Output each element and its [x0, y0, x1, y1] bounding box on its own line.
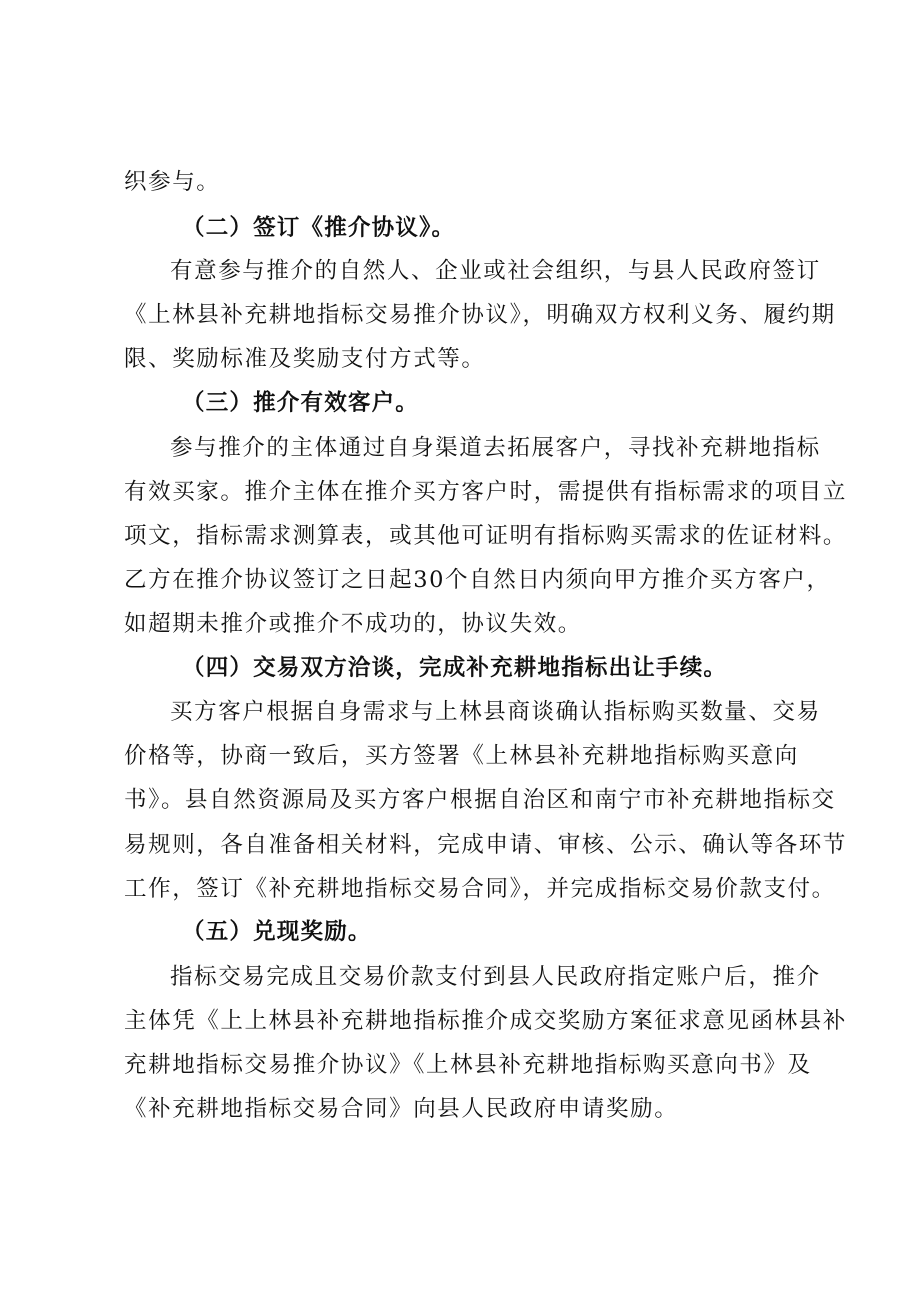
paragraph-line-9: 项文，指标需求测算表，或其他可证明有指标购买需求的佐证材料。	[124, 523, 848, 549]
paragraph-line-19: 指标交易完成且交易价款支付到县人民政府指定账户后，推介	[170, 964, 821, 990]
paragraph-line-1: 织参与。	[124, 169, 221, 195]
paragraph-line-15: 书》。县自然资源局及买方客户根据自治区和南宁市补充耕地指标交	[124, 787, 836, 813]
paragraph-line-16: 易规则，各自准备相关材料，完成申请、审核、公示、确认等各环节	[124, 832, 848, 858]
paragraph-line-3: 有意参与推介的自然人、企业或社会组织，与县人民政府签订	[170, 258, 821, 284]
section-heading-4: （四）交易双方洽谈，完成补充耕地指标出让手续。	[182, 655, 728, 681]
paragraph-line-21: 充耕地指标交易推介协议》《上林县补充耕地指标购买意向书》及	[124, 1052, 812, 1078]
paragraph-line-8: 有效买家。推介主体在推介买方客户时，需提供有指标需求的项目立	[124, 479, 848, 505]
paragraph-line-7: 参与推介的主体通过自身渠道去拓展客户，寻找补充耕地指标	[170, 435, 821, 461]
paragraph-line-13: 买方客户根据自身需求与上林县商谈确认指标购买数量、交易	[170, 699, 821, 725]
paragraph-line-17: 工作，签订《补充耕地指标交易合同》，并完成指标交易价款支付。	[124, 876, 836, 902]
paragraph-line-14: 价格等，协商一致后，买方签署《上林县补充耕地指标购买意向	[124, 743, 799, 769]
section-heading-2: （二）签订《推介协议》。	[182, 215, 456, 241]
paragraph-line-10: 乙方在推介协议签订之日起30个自然日内须向甲方推介买方客户，	[124, 567, 831, 593]
paragraph-line-4: 《上林县补充耕地指标交易推介协议》，明确双方权利义务、履约期	[124, 302, 836, 328]
paragraph-line-20: 主体凭《上上林县补充耕地指标推介成交奖励方案征求意见函林县补	[124, 1008, 848, 1034]
paragraph-line-11: 如超期未推介或推介不成功的，协议失效。	[124, 611, 582, 637]
paragraph-line-5: 限、奖励标准及奖励支付方式等。	[124, 346, 486, 372]
section-heading-5: （五）兑现奖励。	[182, 919, 372, 945]
paragraph-line-22: 《补充耕地指标交易合同》向县人民政府申请奖励。	[124, 1096, 679, 1122]
section-heading-3: （三）推介有效客户。	[182, 390, 420, 416]
